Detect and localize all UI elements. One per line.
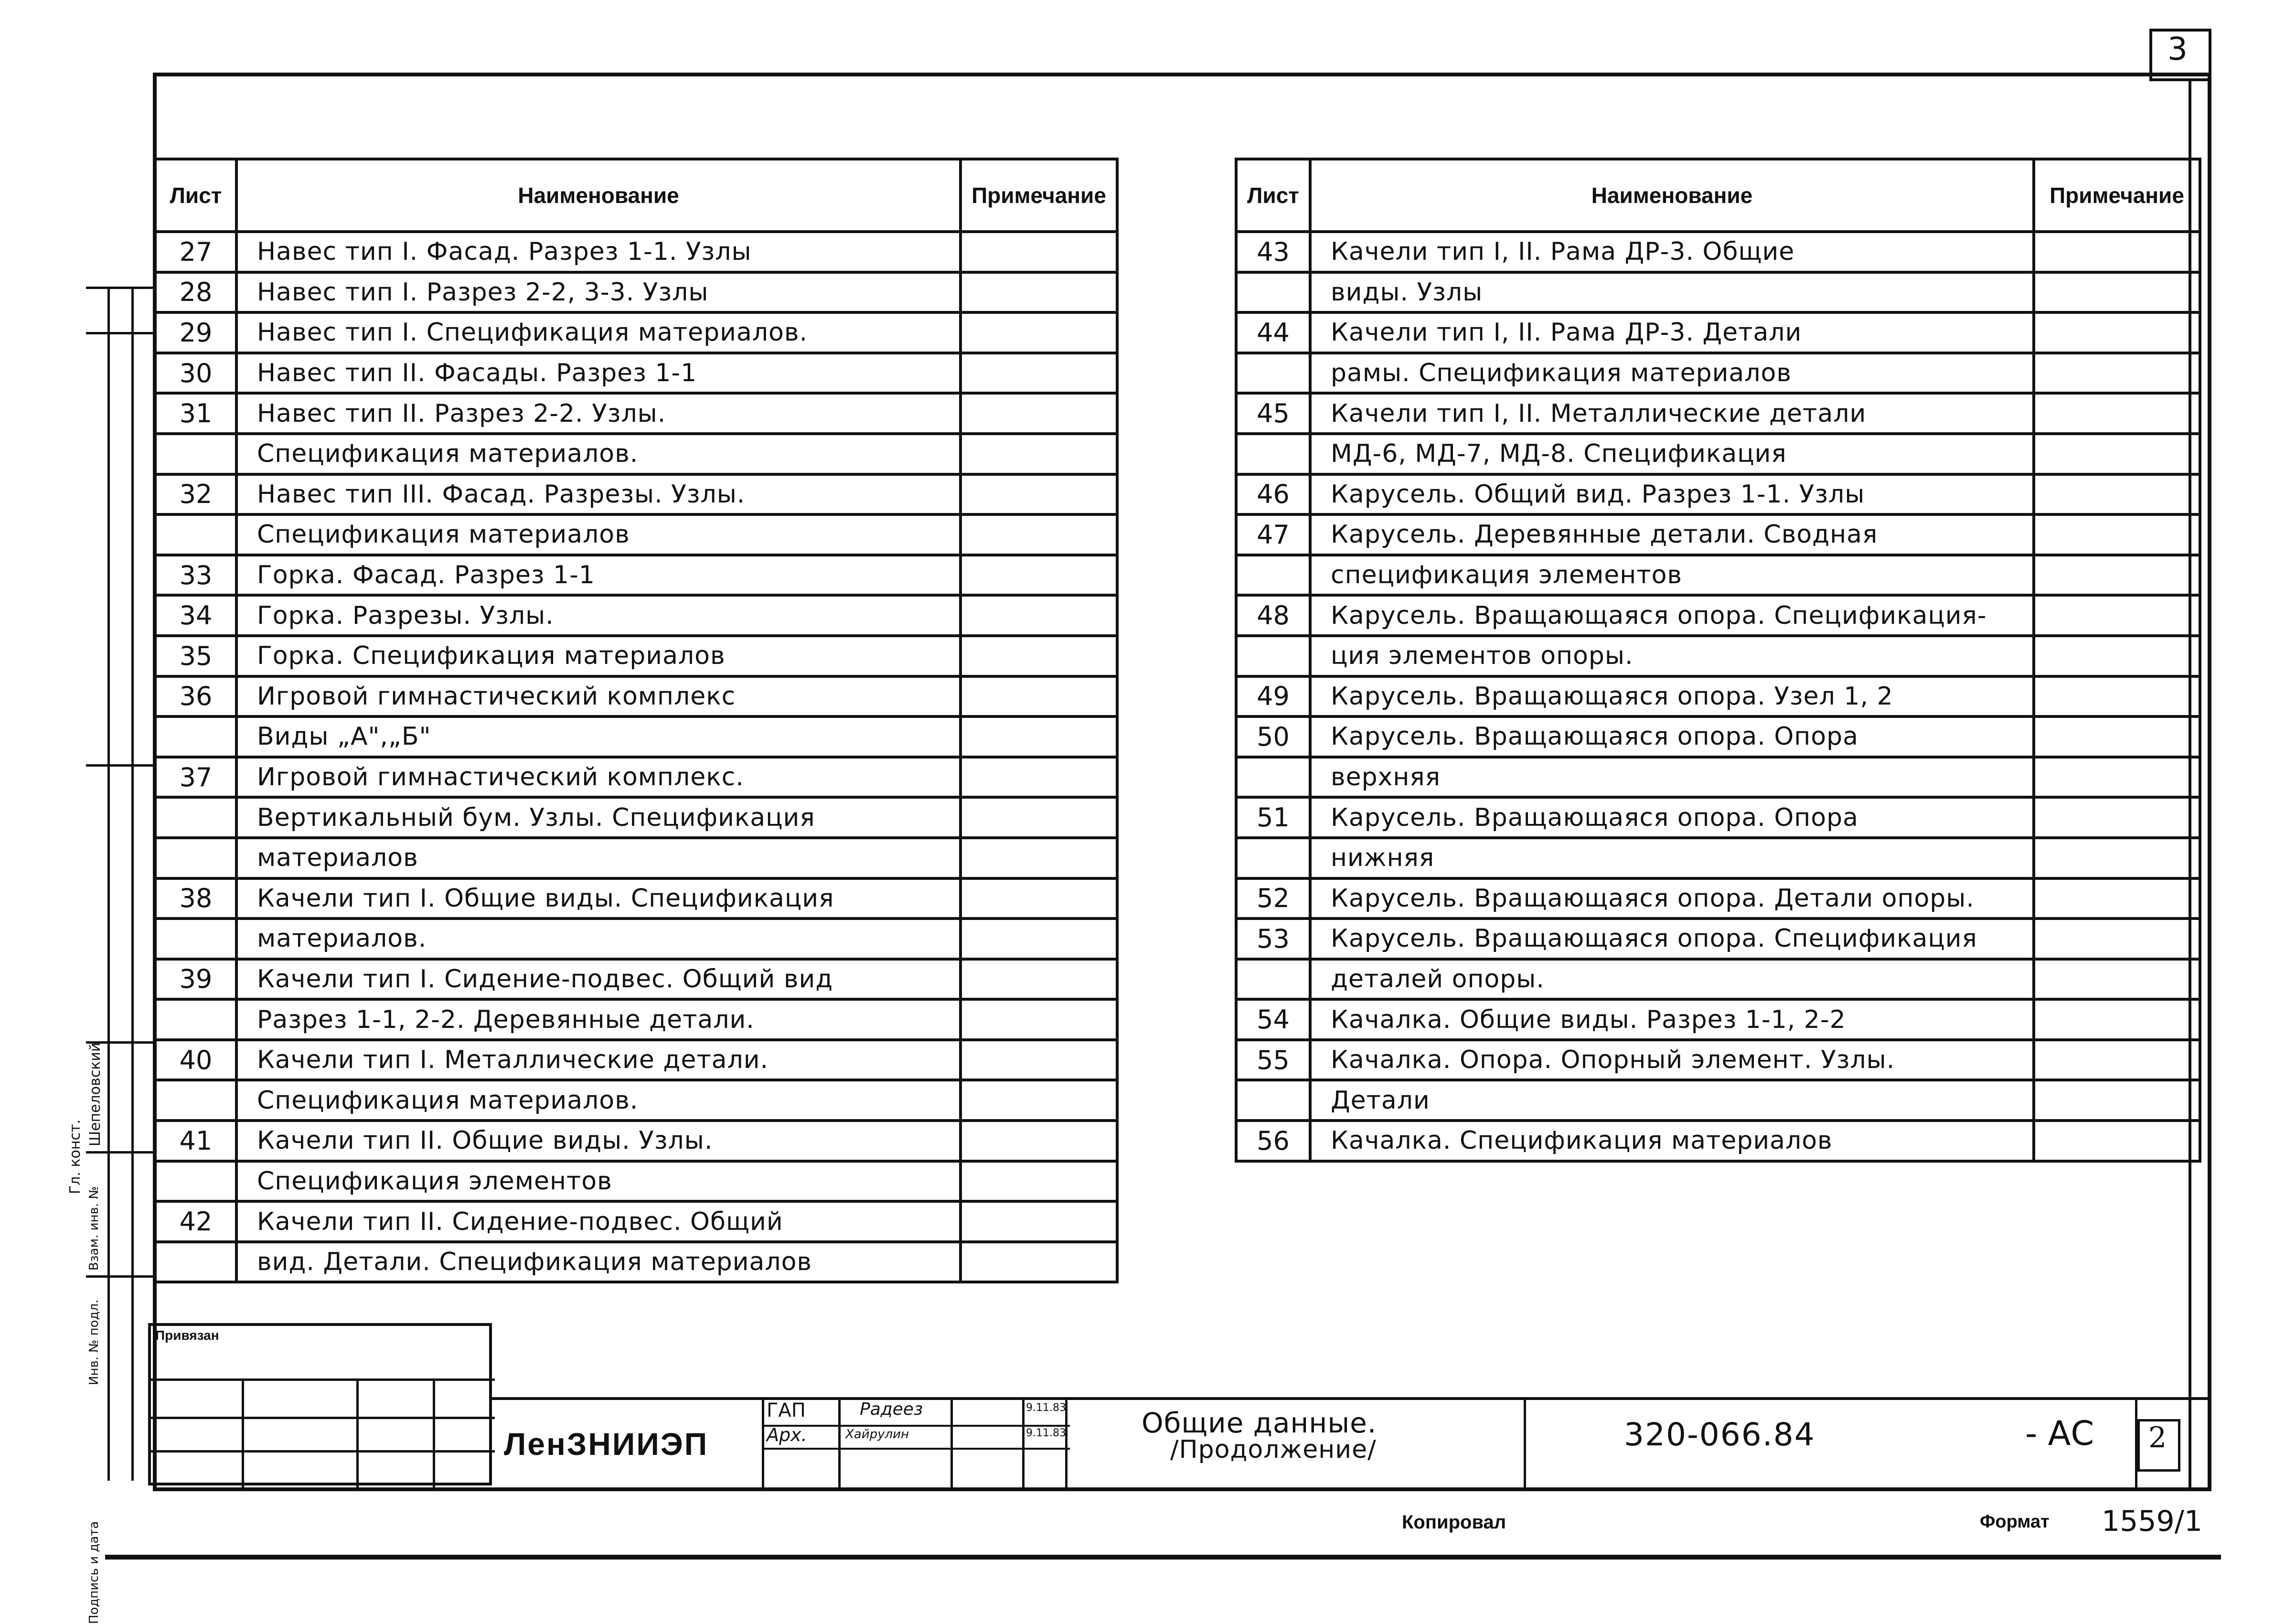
left-table-row: [155, 312, 1117, 353]
left-row-title: вид. Детали. Спецификация материалов: [236, 1242, 961, 1282]
left-table-row: [155, 797, 1117, 838]
right-row-title: рамы. Спецификация материалов: [1310, 353, 2034, 394]
left-row-note: [961, 1161, 1117, 1202]
left-row-note: [961, 959, 1117, 1000]
right-table-row: [1236, 636, 2200, 676]
side-stamp-text-1: Гл. конст.: [67, 1119, 84, 1194]
right-row-sheet-number: [1236, 757, 1310, 798]
right-row-sheet-number: [1236, 1080, 1310, 1121]
left-table-row: [155, 232, 1117, 272]
right-row-sheet-number: [1236, 636, 1310, 676]
right-row-title: ция элементов опоры.: [1310, 636, 2034, 676]
left-row-sheet-number: [155, 1242, 236, 1282]
right-row-title: Карусель. Деревянные детали. Сводная: [1310, 514, 2034, 555]
left-row-title: Качели тип II. Сидение-подвес. Общий: [236, 1201, 961, 1242]
left-row-sheet-number: 33: [155, 555, 236, 596]
left-table-row: [155, 1040, 1117, 1080]
left-row-title: Горка. Фасад. Разрез 1-1: [236, 555, 961, 596]
right-row-title: Карусель. Вращающаяся опора. Опора: [1310, 716, 2034, 757]
left-table-row: [155, 272, 1117, 313]
role-gap: ГАП: [767, 1400, 806, 1421]
left-row-sheet-number: [155, 838, 236, 878]
document-code: 320-066.84: [1624, 1416, 1815, 1453]
left-table-row: [155, 878, 1117, 919]
page-number: 3: [2168, 31, 2188, 67]
left-row-note: [961, 514, 1117, 555]
left-row-title: Игровой гимнастический комплекс: [236, 676, 961, 717]
left-table-row: [155, 1121, 1117, 1161]
left-table-row: [155, 1201, 1117, 1242]
right-header-name: Наименование: [1310, 159, 2034, 232]
right-row-title: Качалка. Спецификация материалов: [1310, 1121, 2034, 1161]
right-header-note: Примечание: [2034, 159, 2200, 232]
left-row-note: [961, 1201, 1117, 1242]
left-table-row: [155, 434, 1117, 474]
left-row-title: Навес тип I. Спецификация материалов.: [236, 312, 961, 353]
right-row-title: Карусель. Вращающаяся опора. Узел 1, 2: [1310, 676, 2034, 717]
right-row-sheet-number: 45: [1236, 393, 1310, 434]
left-row-note: [961, 474, 1117, 515]
left-row-title: Горка. Разрезы. Узлы.: [236, 595, 961, 636]
left-row-sheet-number: [155, 716, 236, 757]
right-row-note: [2034, 555, 2200, 596]
left-row-title: Навес тип III. Фасад. Разрезы. Узлы.: [236, 474, 961, 515]
left-table-row: [155, 999, 1117, 1040]
left-row-title: Навес тип II. Фасады. Разрез 1-1: [236, 353, 961, 394]
left-table-row: [155, 1080, 1117, 1121]
left-row-title: Вертикальный бум. Узлы. Спецификация: [236, 797, 961, 838]
left-row-title: Качели тип I. Металлические детали.: [236, 1040, 961, 1080]
bound-label: Привязан: [155, 1328, 219, 1343]
right-row-note: [2034, 959, 2200, 1000]
right-row-title: Качели тип I, II. Металлические детали: [1310, 393, 2034, 434]
left-table-row: [155, 595, 1117, 636]
right-row-note: [2034, 878, 2200, 919]
document-suffix: - АС: [2025, 1414, 2094, 1453]
left-header-name: Наименование: [236, 159, 961, 232]
left-row-sheet-number: 30: [155, 353, 236, 394]
right-row-title: МД-6, МД-7, МД-8. Спецификация: [1310, 434, 2034, 474]
right-row-sheet-number: [1236, 959, 1310, 1000]
right-row-note: [2034, 1121, 2200, 1161]
left-table-row: [155, 757, 1117, 798]
right-row-note: [2034, 353, 2200, 394]
side-stamp-text-4: Подпись и дата: [87, 1521, 101, 1624]
right-table-row: [1236, 353, 2200, 394]
right-row-sheet-number: 46: [1236, 474, 1310, 515]
left-table-row: [155, 555, 1117, 596]
right-table-row: [1236, 514, 2200, 555]
right-row-sheet-number: 50: [1236, 716, 1310, 757]
left-row-note: [961, 232, 1117, 272]
right-row-sheet-number: 43: [1236, 232, 1310, 272]
left-row-note: [961, 272, 1117, 313]
right-table-row: [1236, 272, 2200, 313]
left-row-note: [961, 312, 1117, 353]
left-row-title: материалов: [236, 838, 961, 878]
sheet-subtitle: /Продолжение/: [1170, 1435, 1377, 1464]
left-row-sheet-number: 39: [155, 959, 236, 1000]
right-table-row: [1236, 474, 2200, 515]
left-row-note: [961, 757, 1117, 798]
left-row-title: Виды „А",„Б": [236, 716, 961, 757]
right-sheet-table: [1235, 158, 2201, 1163]
left-row-sheet-number: 37: [155, 757, 236, 798]
sheet-title: Общие данные.: [1142, 1407, 1377, 1439]
date-arch: 9.11.83: [1026, 1427, 1066, 1439]
right-table-row: [1236, 595, 2200, 636]
left-row-sheet-number: [155, 797, 236, 838]
role-arch: Арх.: [767, 1424, 807, 1445]
right-row-title: Карусель. Вращающаяся опора. Детали опоры.: [1310, 878, 2034, 919]
left-row-title: Навес тип I. Фасад. Разрез 1-1. Узлы: [236, 232, 961, 272]
right-row-note: [2034, 636, 2200, 676]
left-table-row: [155, 838, 1117, 878]
right-row-note: [2034, 838, 2200, 878]
left-row-sheet-number: 35: [155, 636, 236, 676]
left-table-row: [155, 959, 1117, 1000]
right-row-sheet-number: 51: [1236, 797, 1310, 838]
right-table-row: [1236, 838, 2200, 878]
left-row-note: [961, 1121, 1117, 1161]
left-row-sheet-number: [155, 919, 236, 959]
left-row-note: [961, 1242, 1117, 1282]
side-stamp-text-2: Шепеловский: [87, 1042, 104, 1146]
right-row-title: Карусель. Вращающаяся опора. Спецификация: [1310, 919, 2034, 959]
right-header-sheet: Лист: [1236, 159, 1310, 232]
right-row-title: Карусель. Общий вид. Разрез 1-1. Узлы: [1310, 474, 2034, 515]
left-row-title: Навес тип II. Разрез 2-2. Узлы.: [236, 393, 961, 434]
side-stamp-text-3: Инв. № подл.: [87, 1299, 101, 1385]
left-row-sheet-number: 40: [155, 1040, 236, 1080]
right-row-title: Качалка. Общие виды. Разрез 1-1, 2-2: [1310, 999, 2034, 1040]
left-row-sheet-number: 38: [155, 878, 236, 919]
right-table-header: [1236, 159, 2200, 232]
right-row-note: [2034, 232, 2200, 272]
bound-block: [148, 1323, 492, 1485]
format-label: Формат: [1980, 1512, 2050, 1532]
right-row-title: Детали: [1310, 1080, 2034, 1121]
left-row-note: [961, 636, 1117, 676]
left-header-sheet: Лист: [155, 159, 236, 232]
right-row-note: [2034, 434, 2200, 474]
right-table-row: [1236, 676, 2200, 717]
left-table-row: [155, 676, 1117, 717]
right-row-note: [2034, 1080, 2200, 1121]
left-row-note: [961, 676, 1117, 717]
right-table-row: [1236, 878, 2200, 919]
left-row-note: [961, 838, 1117, 878]
left-row-note: [961, 1040, 1117, 1080]
left-row-title: Спецификация материалов.: [236, 434, 961, 474]
right-row-title: Карусель. Вращающаяся опора. Опора: [1310, 797, 2034, 838]
stamp-sheet-number: 2: [2148, 1421, 2167, 1454]
copied-label: Копировал: [1402, 1512, 1506, 1533]
right-table-row: [1236, 716, 2200, 757]
left-row-note: [961, 919, 1117, 959]
right-row-sheet-number: 44: [1236, 312, 1310, 353]
org-name: ЛенЗНИИЭП: [504, 1426, 709, 1462]
left-row-sheet-number: 32: [155, 474, 236, 515]
right-row-note: [2034, 716, 2200, 757]
left-row-sheet-number: 41: [155, 1121, 236, 1161]
left-table-row: [155, 1161, 1117, 1202]
right-row-note: [2034, 919, 2200, 959]
left-table-row: [155, 393, 1117, 434]
right-row-note: [2034, 393, 2200, 434]
left-table-row: [155, 514, 1117, 555]
right-row-note: [2034, 595, 2200, 636]
side-stamp-text-5: Взам. инв. №: [87, 1186, 101, 1271]
left-row-title: Игровой гимнастический комплекс.: [236, 757, 961, 798]
right-row-sheet-number: [1236, 353, 1310, 394]
right-row-title: Качели тип I, II. Рама ДР-3. Детали: [1310, 312, 2034, 353]
right-row-sheet-number: 49: [1236, 676, 1310, 717]
right-row-title: нижняя: [1310, 838, 2034, 878]
right-row-sheet-number: 55: [1236, 1040, 1310, 1080]
left-row-note: [961, 1080, 1117, 1121]
left-row-sheet-number: 31: [155, 393, 236, 434]
left-row-title: Спецификация элементов: [236, 1161, 961, 1202]
left-row-sheet-number: [155, 514, 236, 555]
left-row-note: [961, 393, 1117, 434]
left-row-title: Горка. Спецификация материалов: [236, 636, 961, 676]
left-row-sheet-number: 36: [155, 676, 236, 717]
left-table-row: [155, 636, 1117, 676]
left-table-row: [155, 353, 1117, 394]
left-row-note: [961, 878, 1117, 919]
left-row-note: [961, 434, 1117, 474]
left-row-title: Навес тип I. Разрез 2-2, 3-3. Узлы: [236, 272, 961, 313]
right-table-row: [1236, 312, 2200, 353]
right-row-sheet-number: 56: [1236, 1121, 1310, 1161]
right-row-sheet-number: 47: [1236, 514, 1310, 555]
right-row-note: [2034, 999, 2200, 1040]
left-row-sheet-number: [155, 1161, 236, 1202]
left-row-note: [961, 353, 1117, 394]
left-row-sheet-number: 27: [155, 232, 236, 272]
left-row-title: Качели тип I. Общие виды. Спецификация: [236, 878, 961, 919]
bottom-rule: [105, 1555, 2221, 1560]
left-table-row: [155, 1242, 1117, 1282]
left-table-row: [155, 919, 1117, 959]
right-row-sheet-number: 54: [1236, 999, 1310, 1040]
left-header-note: Примечание: [961, 159, 1117, 232]
right-row-title: виды. Узлы: [1310, 272, 2034, 313]
right-table-row: [1236, 393, 2200, 434]
left-row-title: Спецификация материалов: [236, 514, 961, 555]
right-row-title: верхняя: [1310, 757, 2034, 798]
right-row-note: [2034, 797, 2200, 838]
left-row-sheet-number: [155, 1080, 236, 1121]
left-row-title: Разрез 1-1, 2-2. Деревянные детали.: [236, 999, 961, 1040]
right-table-row: [1236, 434, 2200, 474]
right-row-sheet-number: 52: [1236, 878, 1310, 919]
left-row-sheet-number: 34: [155, 595, 236, 636]
left-table-row: [155, 716, 1117, 757]
left-row-note: [961, 797, 1117, 838]
left-table-header: [155, 159, 1117, 232]
right-row-note: [2034, 1040, 2200, 1080]
left-row-title: Качели тип II. Общие виды. Узлы.: [236, 1121, 961, 1161]
right-row-sheet-number: [1236, 272, 1310, 313]
left-row-sheet-number: [155, 434, 236, 474]
right-row-sheet-number: 53: [1236, 919, 1310, 959]
left-row-sheet-number: [155, 999, 236, 1040]
date-gap: 9.11.83: [1026, 1402, 1066, 1414]
format-value: 1559/1: [2102, 1505, 2203, 1538]
right-row-title: Качалка. Опора. Опорный элемент. Узлы.: [1310, 1040, 2034, 1080]
left-table-row: [155, 474, 1117, 515]
left-row-note: [961, 555, 1117, 596]
right-row-title: Карусель. Вращающаяся опора. Спецификация-: [1310, 595, 2034, 636]
right-table-row: [1236, 797, 2200, 838]
right-table-row: [1236, 232, 2200, 272]
left-row-title: материалов.: [236, 919, 961, 959]
left-row-title: Спецификация материалов.: [236, 1080, 961, 1121]
name-gap: Радеез: [860, 1400, 923, 1419]
right-row-sheet-number: [1236, 555, 1310, 596]
left-row-note: [961, 716, 1117, 757]
right-table-row: [1236, 1040, 2200, 1080]
right-row-sheet-number: 48: [1236, 595, 1310, 636]
right-table-row: [1236, 757, 2200, 798]
right-row-note: [2034, 514, 2200, 555]
right-table-row: [1236, 555, 2200, 596]
right-table-row: [1236, 1080, 2200, 1121]
right-row-note: [2034, 757, 2200, 798]
right-row-note: [2034, 272, 2200, 313]
right-table-row: [1236, 959, 2200, 1000]
left-row-note: [961, 999, 1117, 1040]
left-row-sheet-number: 42: [155, 1201, 236, 1242]
right-row-note: [2034, 312, 2200, 353]
right-row-title: Качели тип I, II. Рама ДР-3. Общие: [1310, 232, 2034, 272]
left-row-note: [961, 595, 1117, 636]
left-sheet-table: [154, 158, 1119, 1283]
side-stamp: [67, 287, 153, 1624]
right-table-row: [1236, 999, 2200, 1040]
right-row-note: [2034, 676, 2200, 717]
left-row-sheet-number: 28: [155, 272, 236, 313]
name-arch: Хайрулин: [845, 1427, 909, 1442]
right-row-note: [2034, 474, 2200, 515]
right-table-row: [1236, 919, 2200, 959]
right-row-title: спецификация элементов: [1310, 555, 2034, 596]
left-row-title: Качели тип I. Сидение-подвес. Общий вид: [236, 959, 961, 1000]
right-row-title: деталей опоры.: [1310, 959, 2034, 1000]
left-row-sheet-number: 29: [155, 312, 236, 353]
right-row-sheet-number: [1236, 434, 1310, 474]
right-row-sheet-number: [1236, 838, 1310, 878]
right-table-row: [1236, 1121, 2200, 1161]
